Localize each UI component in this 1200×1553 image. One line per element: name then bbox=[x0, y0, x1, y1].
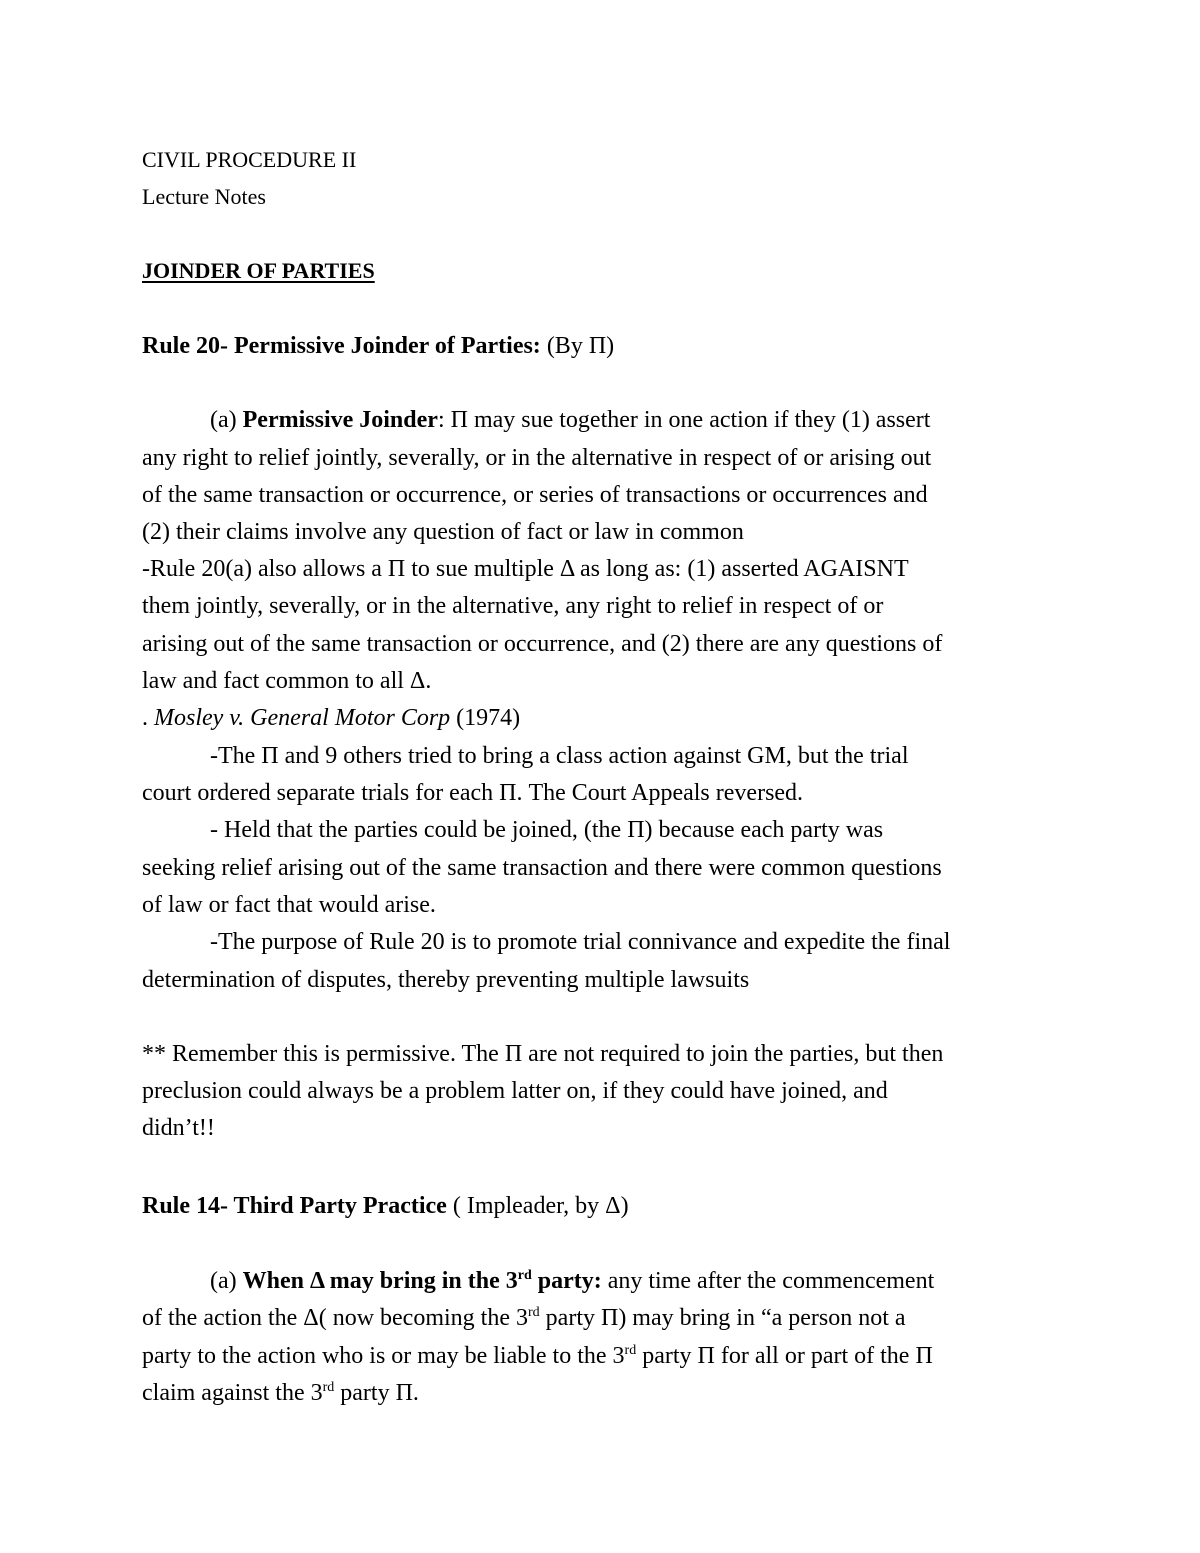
case-name: Mosley v. General Motor Corp bbox=[154, 705, 451, 731]
rule14-a-line2-pre: of the action the Δ( now becoming the 3 bbox=[142, 1305, 528, 1331]
superscript-rd: rd bbox=[322, 1380, 335, 1395]
rule20-multi-line4: law and fact common to all Δ. bbox=[142, 668, 432, 694]
rule20-multi-line1: -Rule 20(a) also allows a Π to sue multiple Δ as long as: (1) asserted AGAISNT bbox=[142, 556, 909, 582]
case-facts-line1: -The Π and 9 others tried to bring a class action against GM, but the trial bbox=[210, 743, 909, 769]
remember-note-line3: didn’t!! bbox=[142, 1115, 215, 1141]
superscript-rd: rd bbox=[517, 1268, 532, 1283]
rule20-a-text: : Π may sue together in one action if they (1) assert bbox=[437, 407, 931, 433]
rule14-heading-bold: Rule 14- Third Party Practice bbox=[142, 1193, 447, 1219]
rule14-a-term bbox=[243, 1268, 602, 1294]
rule14-a-term-pre: When Δ may bring in the 3 bbox=[242, 1268, 518, 1294]
rule14-heading-tail: ( Impleader, by Δ) bbox=[446, 1193, 629, 1219]
rule20-a-line1 bbox=[210, 406, 930, 434]
case-year: (1974) bbox=[450, 705, 521, 731]
case-held-line1: - Held that the parties could be joined, (the Π) because each party was bbox=[210, 817, 884, 843]
rule20-a-line4: (2) their claims involve any question of fact or law in common bbox=[142, 519, 744, 545]
rule14-a-line2-post: party Π) may bring in “a person not a bbox=[539, 1305, 906, 1331]
superscript-rd: rd bbox=[624, 1343, 637, 1358]
course-title: CIVIL PROCEDURE II bbox=[142, 147, 357, 172]
document-subtitle: Lecture Notes bbox=[142, 184, 266, 209]
purpose-line2: determination of disputes, thereby preventing multiple lawsuits bbox=[142, 967, 750, 993]
case-bullet: . bbox=[142, 705, 154, 731]
rule20-heading-tail: (By Π) bbox=[540, 333, 615, 359]
rule20-heading-bold: Rule 20- Permissive Joinder of Parties: bbox=[142, 333, 541, 359]
rule14-a-label: (a) bbox=[210, 1268, 243, 1294]
rule20-multi-line2: them jointly, severally, or in the alternative, any right to relief in respect of or bbox=[142, 593, 884, 619]
purpose-line1: -The purpose of Rule 20 is to promote trial connivance and expedite the final bbox=[210, 929, 951, 955]
rule14-a-line3-pre: party to the action who is or may be liable to the 3 bbox=[142, 1343, 625, 1369]
case-held-line2: seeking relief arising out of the same transaction and there were common questions bbox=[142, 855, 942, 881]
rule20-heading bbox=[142, 332, 614, 360]
rule14-a-line1 bbox=[210, 1267, 934, 1295]
rule14-heading bbox=[142, 1192, 629, 1220]
rule20-a-line3: of the same transaction or occurrence, or series of transactions or occurrences and bbox=[142, 482, 928, 508]
rule20-a-line2: any right to relief jointly, severally, or in the alternative in respect of or arising out bbox=[142, 445, 932, 471]
rule20-multi-line3: arising out of the same transaction or occurrence, and (2) there are any questions of bbox=[142, 631, 943, 657]
remember-note-line2: preclusion could always be a problem latter on, if they could have joined, and bbox=[142, 1078, 888, 1104]
rule14-a-term-post: party: bbox=[531, 1268, 602, 1294]
rule20-a-term: Permissive Joinder bbox=[242, 407, 438, 433]
rule14-a-line3 bbox=[142, 1342, 933, 1370]
rule20-a-label: (a) bbox=[210, 407, 243, 433]
rule14-a-line4-pre: claim against the 3 bbox=[142, 1380, 323, 1406]
rule14-a-line4 bbox=[142, 1379, 419, 1407]
superscript-rd: rd bbox=[528, 1305, 540, 1320]
section-heading: JOINDER OF PARTIES bbox=[142, 258, 375, 283]
case-held-line3: of law or fact that would arise. bbox=[142, 892, 436, 918]
rule14-a-text: any time after the commencement bbox=[601, 1268, 935, 1294]
remember-note-line1: ** Remember this is permissive. The Π are not required to join the parties, but then bbox=[142, 1041, 944, 1067]
rule14-a-line2 bbox=[142, 1304, 906, 1332]
rule14-a-line4-post: party Π. bbox=[334, 1380, 419, 1406]
rule14-a-line3-post: party Π for all or part of the Π bbox=[636, 1343, 933, 1369]
case-facts-line2: court ordered separate trials for each Π. The Court Appeals reversed. bbox=[142, 780, 804, 806]
case-citation bbox=[142, 704, 520, 732]
